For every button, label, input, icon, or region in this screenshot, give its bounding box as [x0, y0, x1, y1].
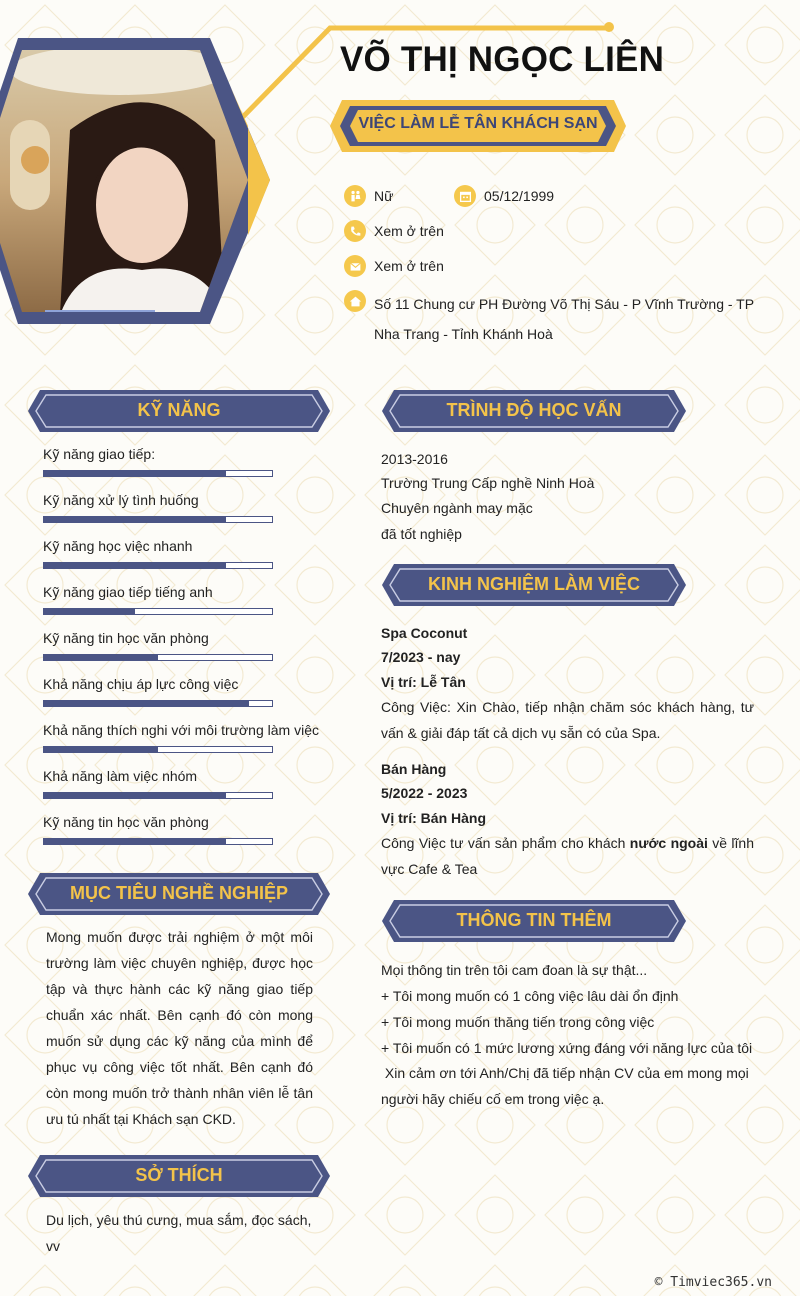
gender-row — [344, 185, 393, 207]
skill-bar-fill — [44, 747, 158, 752]
gender-icon — [344, 185, 366, 207]
gender-value: Nữ — [374, 188, 394, 204]
skill-item — [43, 630, 333, 646]
job-role: Vị trí: Lễ Tân — [381, 674, 466, 690]
job-description-part: Công Việc tư vấn sản phẩm cho khách — [381, 835, 630, 851]
skill-bar — [43, 700, 273, 707]
job-period: 7/2023 - nay — [381, 649, 461, 665]
position-title: VIỆC LÀM LỄ TÂN KHÁCH SẠN — [358, 115, 598, 132]
skill-bar — [43, 562, 273, 569]
skill-item — [43, 584, 333, 600]
job-period: 5/2022 - 2023 — [381, 785, 468, 801]
footer-credit: © Timviec365.vn — [654, 1275, 772, 1290]
skill-bar-fill — [44, 839, 226, 844]
skill-bar — [43, 746, 273, 753]
skill-bar — [43, 516, 273, 523]
phone-row — [344, 220, 444, 242]
skill-bar-fill — [44, 517, 226, 522]
skill-bar-fill — [44, 609, 135, 614]
phone-value[interactable]: Xem ở trên — [374, 223, 444, 239]
skill-bar-fill — [44, 563, 226, 568]
skill-bar-fill — [44, 471, 226, 476]
birthday-row — [454, 185, 554, 207]
job-company: Spa Coconut — [381, 625, 468, 641]
job-description — [381, 830, 754, 882]
skill-label: Khả năng làm việc nhóm — [43, 768, 198, 784]
skill-label: Kỹ năng tin học văn phòng — [43, 630, 209, 646]
envelope-icon — [344, 255, 366, 277]
skill-bar-fill — [44, 793, 226, 798]
skill-label: Kỹ năng học việc nhanh — [43, 538, 193, 554]
address-value: Số 11 Chung cư PH Đường Võ Thị Sáu - P Vĩnh Trường - TP Nha Trang - Tỉnh Khánh Hoà — [374, 296, 754, 342]
additional-line: Mọi thông tin trên tôi cam đoan là sự thật... — [381, 962, 648, 978]
candidate-name: VÕ THỊ NGỌC LIÊN — [340, 40, 665, 79]
additional-title: THÔNG TIN THÊM — [456, 910, 612, 930]
skill-label: Kỹ năng giao tiếp tiếng anh — [43, 584, 213, 600]
skill-label: Khả năng chịu áp lực công việc — [43, 676, 239, 692]
skill-label: Kỹ năng xử lý tình huống — [43, 492, 199, 508]
job-description-highlight: nước ngoài — [629, 835, 708, 851]
skill-bar — [43, 608, 273, 615]
education-school: Trường Trung Cấp nghề Ninh Hoà — [381, 475, 595, 491]
calendar-icon — [454, 185, 476, 207]
experience-title: KINH NGHIỆM LÀM VIỆC — [427, 574, 640, 594]
skill-item — [43, 538, 333, 554]
skill-bar — [43, 838, 273, 845]
education-major: Chuyên ngành may mặc — [381, 500, 533, 516]
email-value[interactable]: Xem ở trên — [374, 258, 444, 274]
job-description-part: về lĩnh vực Cafe & Tea — [381, 835, 755, 877]
avatar — [0, 30, 280, 335]
hobbies-text: Du lịch, yêu thú cưng, mua sắm, đọc sách, vv — [46, 1212, 312, 1254]
education-status: đã tốt nghiệp — [381, 526, 462, 542]
education-years: 2013-2016 — [381, 451, 448, 467]
phone-icon — [344, 220, 366, 242]
objective-text: Mong muốn được trải nghiệm ở một môi trường làm việc chuyên nghiệp, được học tập và thực hành các kỹ năng giao tiếp chuẩn xác nhất. Bên cạnh đó còn mong muốn sử dụng các kỹ năng của mình để phục vụ công việc tốt nhất. Bên cạnh đó còn mong muốn trở thành nhân viên lễ tân ưu tú nhất tại Khách sạn CKD. — [46, 929, 313, 1127]
birthday-value: 05/12/1999 — [484, 188, 555, 204]
additional-line: Xin cảm ơn tới Anh/Chị đã tiếp nhận CV của em mong mọi người hãy chiếu cố em trong việc ạ. — [381, 1065, 753, 1107]
skill-item — [43, 446, 333, 462]
skill-item — [43, 722, 333, 738]
email-row — [344, 255, 444, 277]
home-icon — [344, 290, 366, 312]
skills-title: KỸ NĂNG — [137, 400, 221, 420]
additional-line: + Tôi mong muốn có 1 công việc lâu dài ổn định — [381, 988, 679, 1004]
skill-bar — [43, 792, 273, 799]
skill-item — [43, 676, 333, 692]
additional-line: + Tôi muốn có 1 mức lương xứng đáng với năng lực của tôi — [381, 1040, 753, 1056]
skill-bar — [43, 470, 273, 477]
skill-bar-fill — [44, 655, 158, 660]
hobbies-title: SỞ THÍCH — [135, 1165, 223, 1185]
job-role: Vị trí: Bán Hàng — [381, 810, 487, 826]
skill-bar — [43, 654, 273, 661]
job-company: Bán Hàng — [381, 761, 447, 777]
job-description: Công Việc: Xin Chào, tiếp nhận chăm sóc khách hàng, tư vấn & giải đáp tất cả dịch vụ sẵn có của Spa. — [381, 699, 754, 741]
education-title: TRÌNH ĐỘ HỌC VẤN — [446, 400, 622, 420]
skill-item — [43, 768, 333, 784]
skill-label: Khả năng thích nghi với môi trường làm việc — [43, 722, 319, 738]
additional-line: + Tôi mong muốn thăng tiến trong công việc — [381, 1014, 655, 1030]
objective-title: MỤC TIÊU NGHỀ NGHIỆP — [69, 883, 288, 903]
skill-item — [43, 814, 333, 830]
skill-label: Kỹ năng tin học văn phòng — [43, 814, 209, 830]
skill-label: Kỹ năng giao tiếp: — [43, 446, 156, 462]
skill-item — [43, 492, 333, 508]
skill-bar-fill — [44, 701, 249, 706]
